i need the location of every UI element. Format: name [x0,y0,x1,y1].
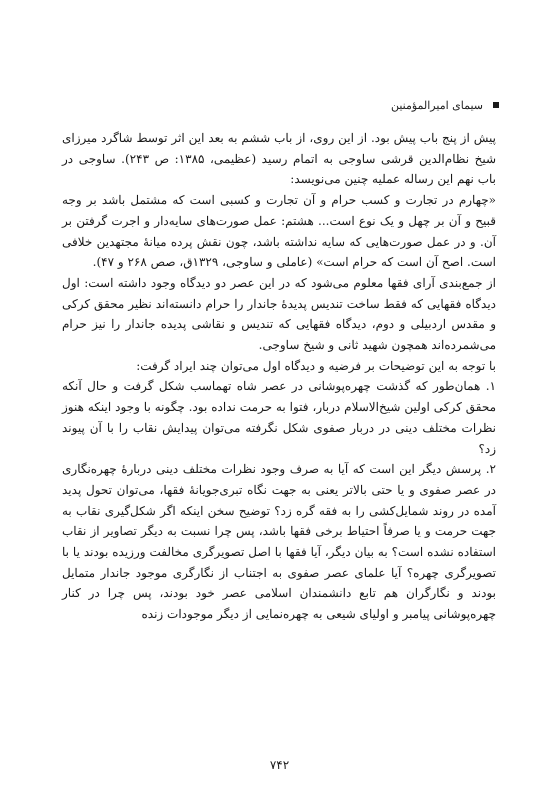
page-number: ۷۴۲ [269,758,290,772]
running-title: سیمای امیرالمؤمنین [390,98,483,112]
body-text [62,128,496,625]
paragraph-5: ۱. همان‌طور که گذشت چهره‌پوشانی در عصر شاه تهماسب شکل گرفت و حال آنکه محقق کرکی اولین شیخ‌الاسلام دربار، فتوا به حرمت نداده بود. چگونه با وجود اینکه هنوز نظرات مختلف دینی در دربار صفوی شکل نگرفته می‌توان پیدایش نقاب را با آن پیوند زد؟ [62,379,496,456]
paragraph-6: ۲. پرسش دیگر این است که آیا به صرف وجود نظرات مختلف دینی دربارهٔ چهره‌نگاری در عصر صفوی و یا حتی بالاتر یعنی به جهت نگاه تبری‌جویانهٔ فقها، می‌توان تحول پدید آمده در روند شمایل‌کشی را به فقه گره زد؟ توضیح سخن اینکه اگر شکل‌گیری نقاب به جهت حرمت و یا صرفاً احتیاط برخی فقها باشد، پس چرا نسبت به دیگر تصاویر از نقاب استفاده نشده است؟ به بیان دیگر، آیا فقها با اصل تصویرگری مخالفت ورزیده بودند یا با تصویرگری چهره؟ آیا علمای عصر صفوی به اجتناب از نگارگری موجود جاندار متمایل بودند و نگارگران هم تابع دانشمندان اسلامی عصر خود بودند، پس چرا در کنار چهره‌پوشانی پیامبر و اولیای شیعی به چهره‌نمایی از دیگر موجودات زنده [62,462,496,622]
paragraph-1: پیش از پنج باب پیش بود. از این روی، از باب ششم به بعد این اثر توسط شاگرد میرزای شیخ نظام‌الدین قرشی ساوجی به اتمام رسید (عظیمی، ۱۳۸۵: ص ۲۴۳). ساوجی در باب نهم این رساله عملیه چنین می‌نویسد: [62,131,496,187]
paragraph-3: از جمع‌بندی آرای فقها معلوم می‌شود که در این عصر دو دیدگاه وجود داشته است: اول دیدگاه فقهایی که فقط ساخت تندیس پدیدهٔ جاندار را حرام دانسته‌اند نظیر محقق کرکی و مقدس اردبیلی و دوم، دیدگاه فقهایی که تندیس و نقاشی پدیده جاندار را نیز حرام می‌شمرده‌اند همچون شهید ثانی و شیخ ساوجی. [62,275,496,353]
paragraph-4: با توجه به این توضیحات بر فرضیه و دیدگاه اول می‌توان چند ایراد گرفت: [136,358,496,373]
running-header [60,96,499,114]
paragraph-2-quote: «چهارم در تجارت و کسب حرام و آن تجارت و کسبی است که مشتمل باشد بر وجه قبیح و آن بر چهل و یک نوع است... هشتم: عمل صورت‌های سایه‌دار و اجرت گرفتن بر آن. و در عمل صورت‌هایی که سایه نداشته باشد، چون نقش پرده میانهٔ مجتهدین خلافی است. اصح آن است که حرام است» (عاملی و ساوجی، ۱۳۲۹ق، صص ۲۶۸ و ۴۷). [62,193,496,270]
header-square-mark [493,102,499,108]
